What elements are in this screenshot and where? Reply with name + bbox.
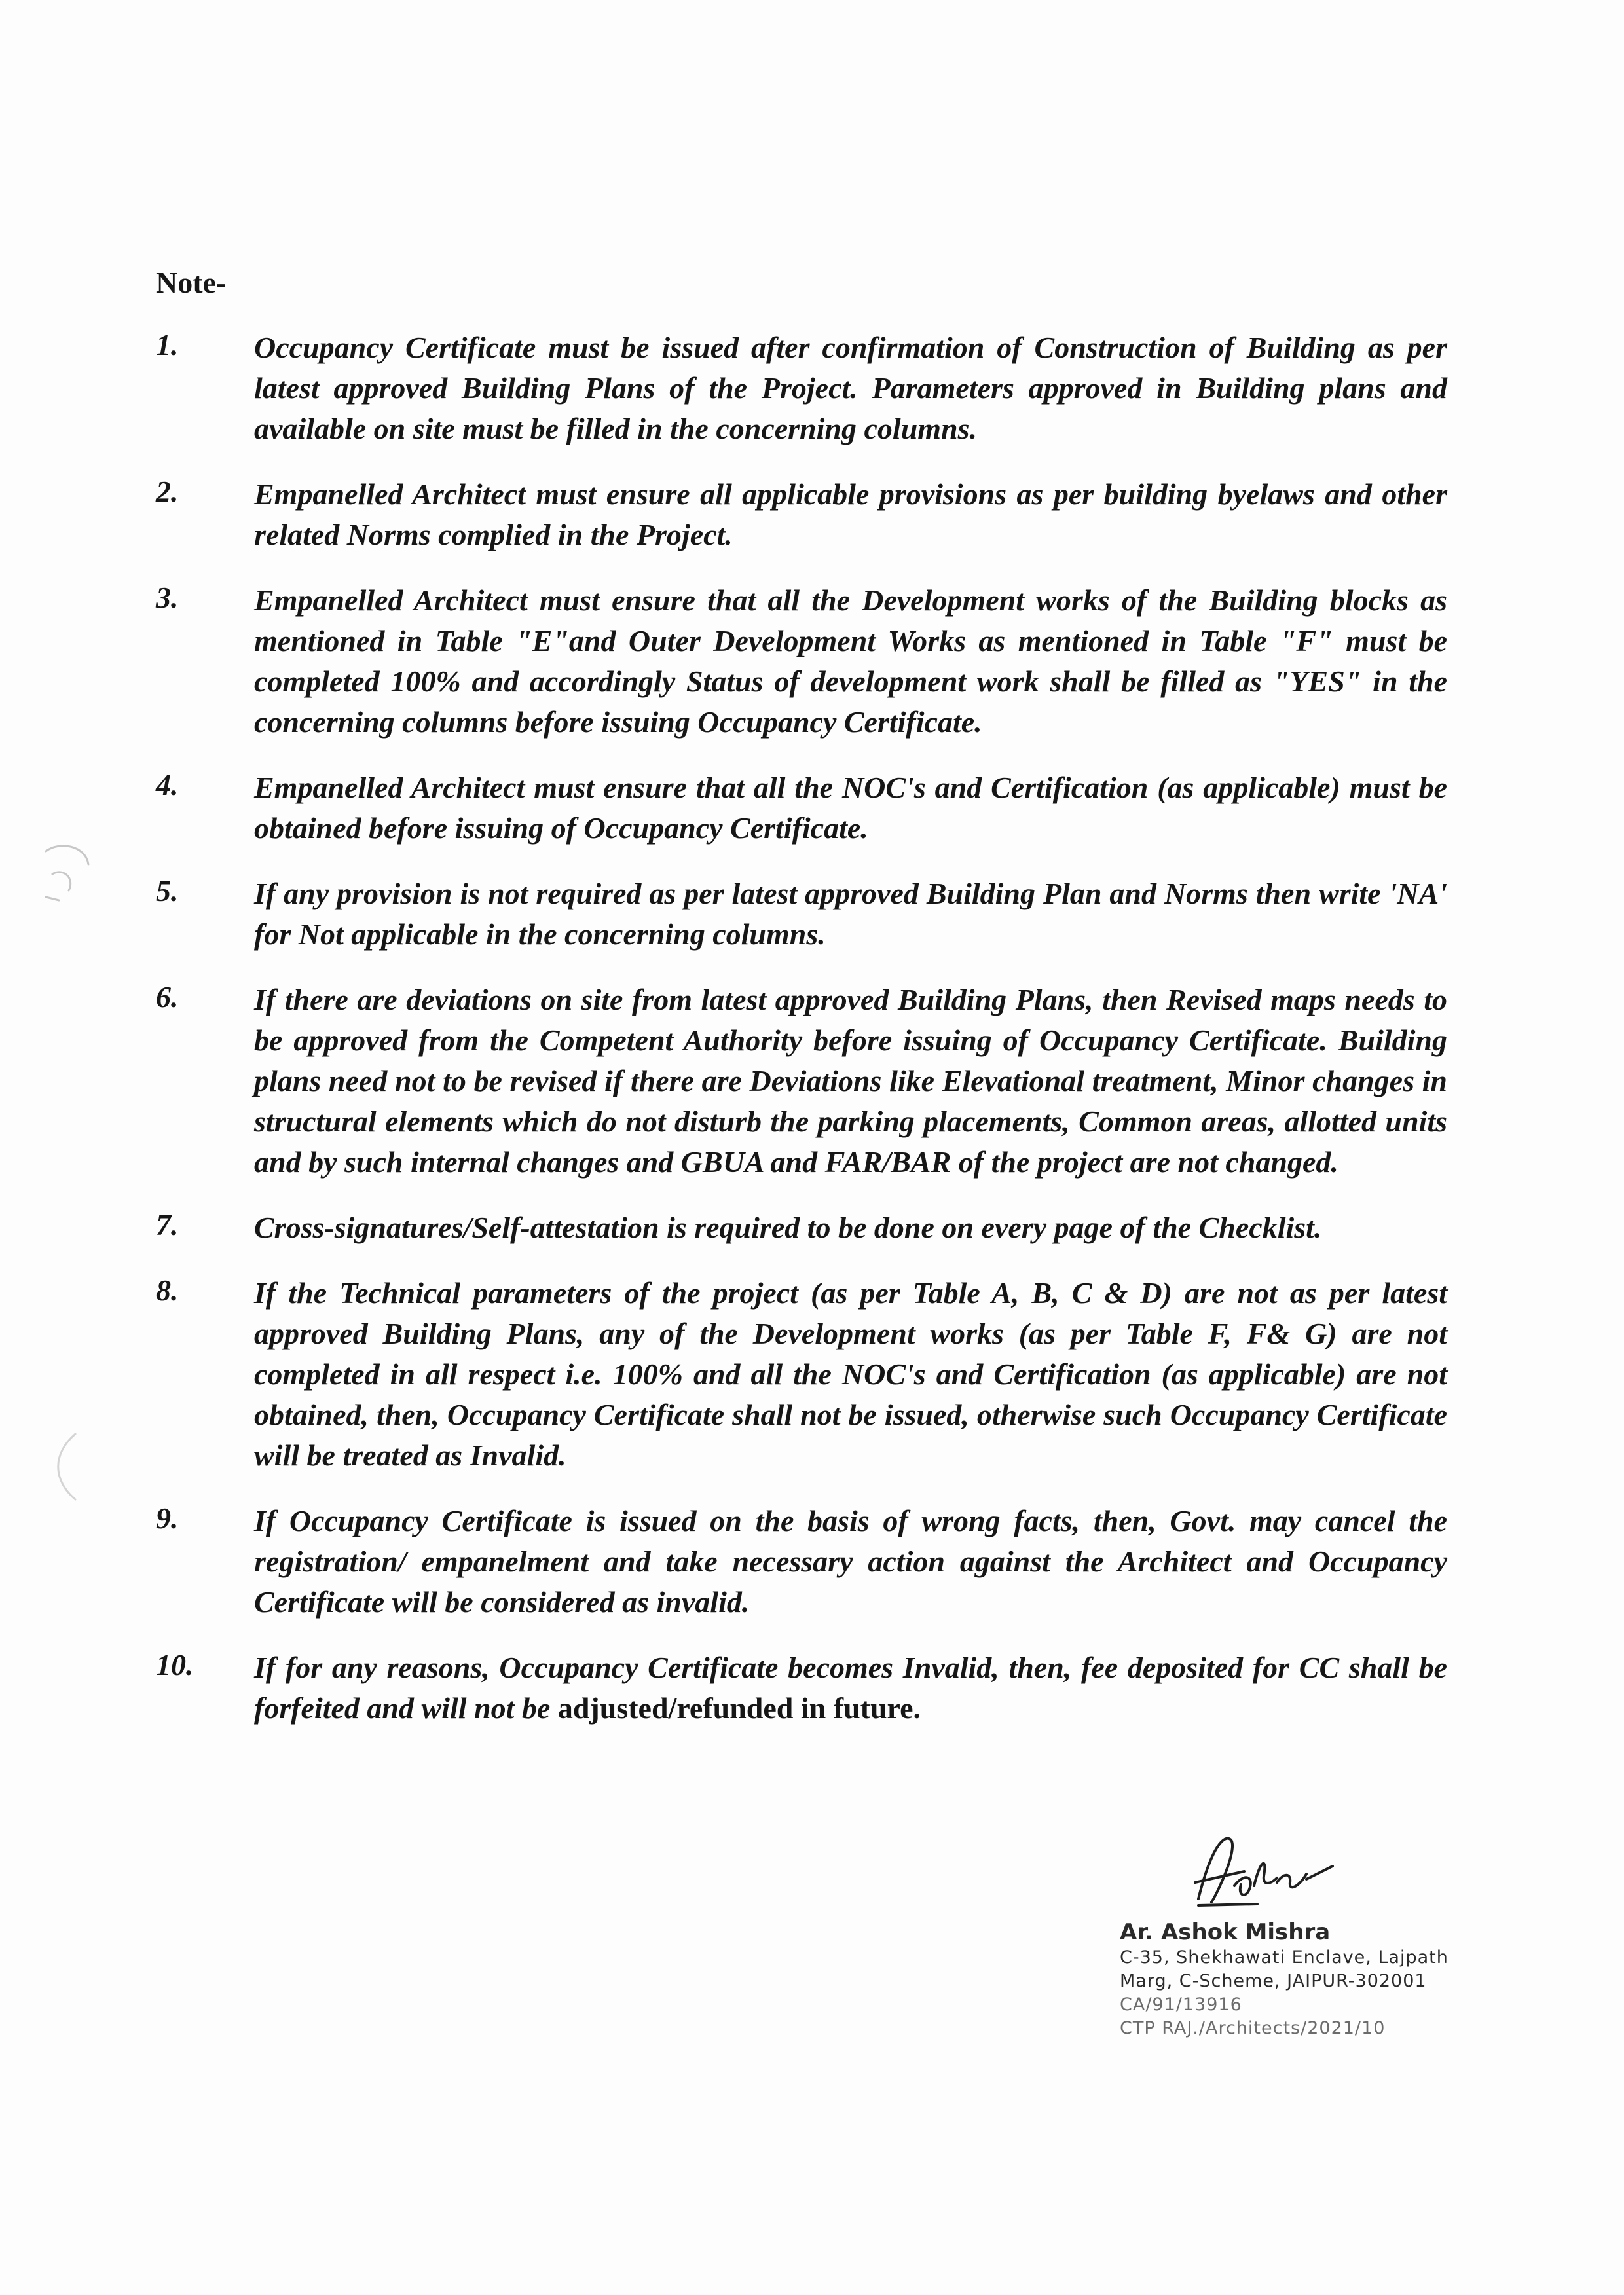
stamp-ctp-number: CTP RAJ./Architects/2021/10 [1120,2018,1386,2038]
note-text-main: If for any reasons, Occupancy Certificate becomes Invalid, then, fee deposited for CC shall be forfeited and will not be [254,1651,1447,1725]
note-item [156,767,1447,849]
notes-list [156,327,1447,1753]
note-number: 3. [156,581,179,614]
note-number: 5. [156,874,179,908]
note-number: 6. [156,980,179,1014]
note-number: 4. [156,768,179,801]
note-number: 1. [156,328,179,361]
note-text: If the Technical parameters of the project (as per Table A, B, C & D) are not as per latest approved Building Plans, any of the Development works (as per Table F, F& G) are not completed in all respect i.e. 100% and all the NOC's and Certification (as applicable) are not obtained, then, Occupancy Certificate shall not be issued, otherwise such Occupancy Certificate will be treated as Invalid. [254,1276,1447,1472]
note-text: Cross-signatures/Self-attestation is required to be done on every page of the Checklist. [254,1211,1322,1244]
note-text: Occupancy Certificate must be issued after confirmation of Construction of Building as per latest approved Building Plans of the Project. Parameters approved in Building plans and available on site must be filled in the concerning columns. [254,331,1447,445]
note-item [156,1647,1447,1729]
stamp-registration: CA/91/13916 [1120,1994,1242,2015]
note-text: If any provision is not required as per latest approved Building Plan and Norms then write 'NA' for Not applicable in the concerning columns. [254,877,1447,951]
note-item [156,580,1447,743]
stamp-address-line-1: C-35, Shekhawati Enclave, Lajpath [1120,1947,1449,1968]
architect-name: Ar. Ashok Mishra [1120,1919,1331,1945]
note-number: 7. [156,1208,179,1241]
note-number: 9. [156,1501,179,1535]
note-item [156,1501,1447,1623]
note-text: If Occupancy Certificate is issued on the basis of wrong facts, then, Govt. may cancel the registration/ empanelment and take necessary action against the Architect and Occupancy Certificate will be considered as invalid. [254,1504,1447,1619]
note-number: 8. [156,1274,179,1307]
note-text: If there are deviations on site from latest approved Building Plans, then Revised maps needs to be approved from the Competent Authority before issuing of Occupancy Certificate. Building plans need not to be revised if there are Deviations like Elevational treatment, Minor changes in structural elements which do not disturb the parking placements, Common areas, allotted units and by such internal changes and GBUA and FAR/BAR of the project are not changed. [254,983,1447,1179]
note-text [254,1647,1447,1729]
handwritten-signature [1172,1820,1342,1919]
note-item [156,1207,1447,1248]
note-item [156,1273,1447,1476]
scan-artifact-curve [46,1427,85,1506]
note-number: 2. [156,475,179,508]
scan-artifact-mark [33,838,98,910]
note-text: Empanelled Architect must ensure that all the NOC's and Certification (as applicable) must be obtained before issuing of Occupancy Certificate. [254,771,1447,845]
note-item [156,873,1447,955]
note-number: 10. [156,1648,194,1681]
architect-stamp [1120,1919,1449,2040]
note-item [156,327,1447,449]
note-text-tail: adjusted/refunded in future. [557,1691,921,1725]
note-item [156,980,1447,1183]
stamp-address-line-2: Marg, C-Scheme, JAIPUR-302001 [1120,1971,1427,1991]
note-text: Empanelled Architect must ensure all applicable provisions as per building byelaws and other related Norms complied in the Project. [254,477,1447,551]
note-item [156,474,1447,555]
note-heading: Note- [156,266,227,299]
note-text: Empanelled Architect must ensure that all the Development works of the Building blocks as mentioned in Table "E"and Outer Development Works as mentioned in Table "F" must be completed 100% and accordingly Status of development work shall be filled as "YES" in the concerning columns before issuing Occupancy Certificate. [254,583,1447,739]
